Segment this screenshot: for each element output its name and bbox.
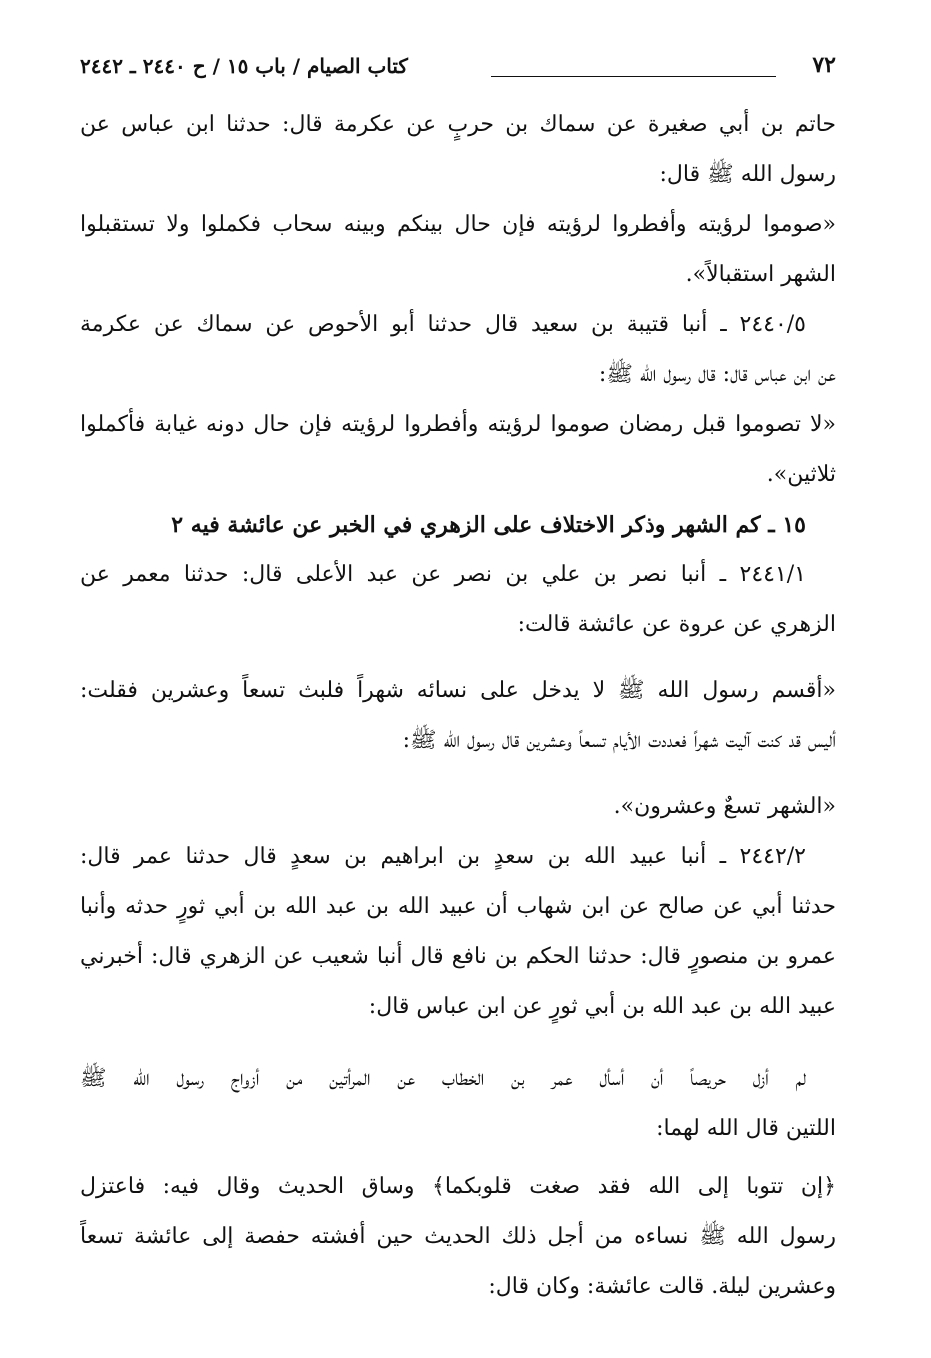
hadith-quote-line: «صوموا لرؤيته وأفطروا لرؤيته فإن حال بينكم وبينه سحاب فكملوا ولا تستقبلوا (80, 212, 836, 237)
hadith-quote-line: أليس قد كنت آليت شهراً فعددت الأيام تسعاً وعشرين قال رسول الله ﷺ: (402, 728, 836, 753)
quran-quote-line: ﴿إن تتوبا إلى الله فقد صغت قلوبكما﴾ وساق الحديث وقال فيه: فاعتزل (80, 1174, 836, 1199)
hadith-quote-line: «الشهر تسعٌ وعشرون». (613, 794, 836, 819)
text-line: عبيد الله بن عبد الله بن أبي ثورٍ عن ابن عباس قال: (368, 994, 836, 1019)
narration-line: وعشرين ليلة. قالت عائشة: وكان قال: (488, 1274, 836, 1299)
text-line: حاتم بن أبي صغيرة عن سماك بن حربٍ عن عكرمة قال: حدثنا ابن عباس عن (80, 112, 836, 137)
text-line: الزهري عن عروة عن عائشة قالت: (517, 612, 836, 637)
hadith-quote-line: ثلاثين». (766, 462, 836, 487)
hadith-number-line: ٢٤٤١/١ ـ أنبا نصر بن علي بن نصر عن عبد الأعلى قال: حدثنا معمر عن (80, 562, 806, 587)
hadith-quote-line: الشهر استقبالاً». (685, 262, 836, 287)
running-title: كتاب الصيام / باب ١٥ / ح ٢٤٤٠ ـ ٢٤٤٢ (80, 54, 408, 78)
narration-line: لم أزل حريصاً أن أسأل عمر بن الخطاب عن المرأتين من أزواج رسول الله ﷺ (80, 1066, 806, 1091)
page-header (80, 52, 836, 92)
text-line: حدثنا أبي عن صالح عن ابن شهاب أن عبيد الله بن عبد الله بن أبي ثورٍ حدثه وأنبا (80, 894, 836, 919)
chapter-heading: ١٥ ـ كم الشهر وذكر الاختلاف على الزهري في الخبر عن عائشة فيه ٢ (171, 512, 806, 538)
header-rule (491, 76, 776, 77)
hadith-quote-line: «لا تصوموا قبل رمضان صوموا لرؤيته وأفطروا لرؤيته فإن حال دونه غيابة فأكملوا (80, 412, 836, 437)
page-number: ٧٢ (812, 52, 836, 78)
narration-line: رسول الله ﷺ نساءه من أجل ذلك الحديث حين أفشته حفصة إلى عائشة تسعاً (80, 1224, 836, 1249)
hadith-number-line: ٢٤٤٠/٥ ـ أنبا قتيبة بن سعيد قال حدثنا أبو الأحوص عن سماك عن عكرمة (80, 312, 806, 337)
hadith-quote-line: «أقسم رسول الله ﷺ لا يدخل على نسائه شهراً فلبث تسعاً وعشرين فقلت: (80, 678, 836, 703)
text-line: رسول الله ﷺ قال: (659, 162, 836, 187)
hadith-number-line: ٢٤٤٢/٢ ـ أنبا عبيد الله بن سعدٍ بن ابراهيم بن سعدٍ قال حدثنا عمر قال: (80, 844, 806, 869)
narration-line: اللتين قال الله لهما: (656, 1116, 836, 1141)
text-line: عمرو بن منصورٍ قال: حدثنا الحكم بن نافع قال أنبا شعيب عن الزهري قال: أخبرني (80, 944, 836, 969)
text-line: عن ابن عباس قال: قال رسول الله ﷺ: (598, 362, 836, 387)
book-page (80, 52, 836, 1312)
